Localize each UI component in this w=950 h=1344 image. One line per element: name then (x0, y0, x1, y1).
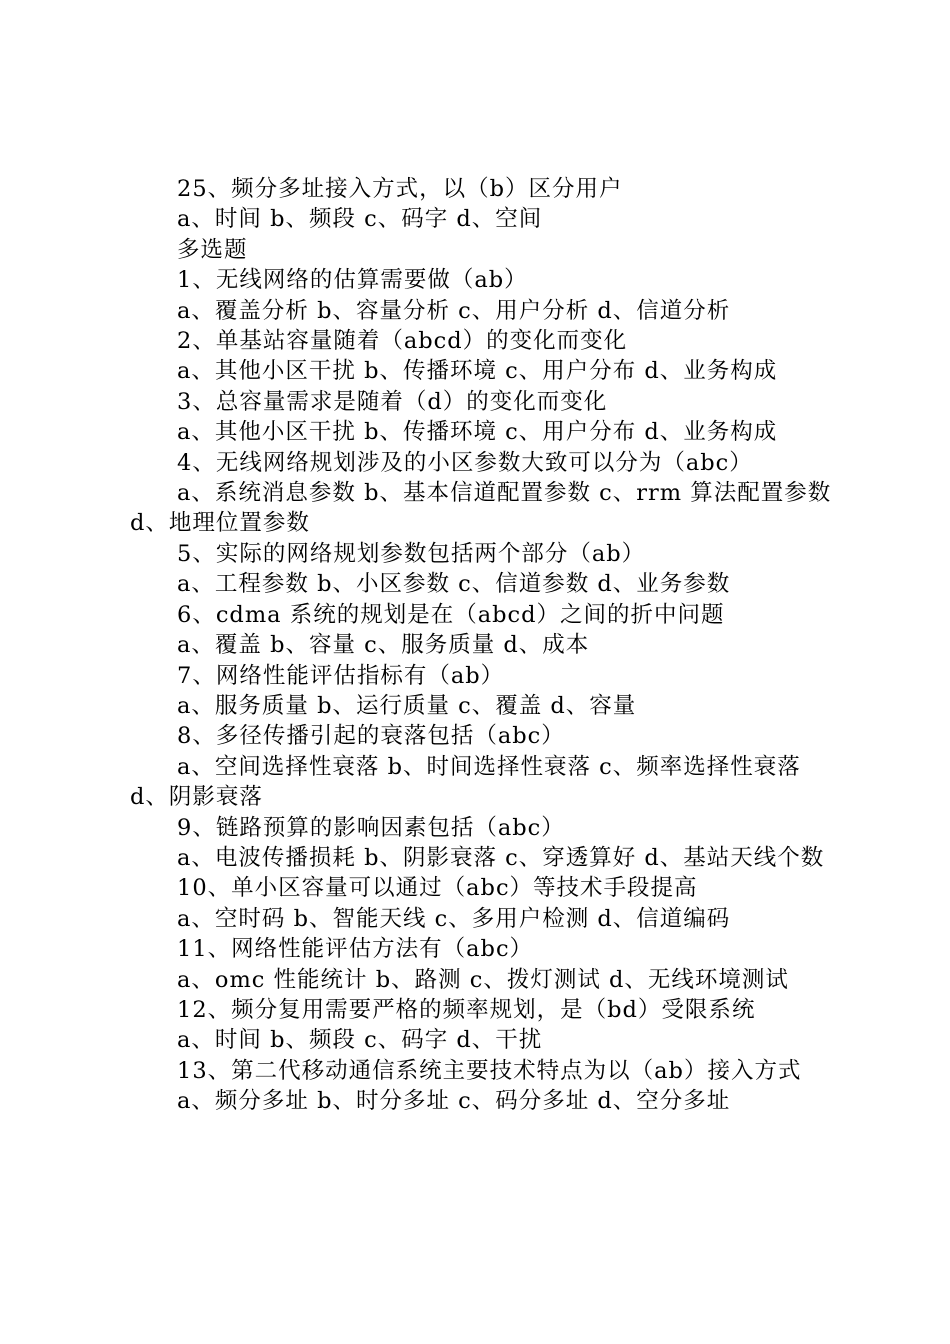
options-25: a、时间 b、频段 c、码字 d、空间 (177, 206, 543, 233)
options-2: a、其他小区干扰 b、传播环境 c、用户分布 d、业务构成 (177, 358, 778, 385)
question-7: 7、网络性能评估指标有（ab） (177, 662, 505, 689)
question-5: 5、实际的网络规划参数包括两个部分（ab） (177, 540, 646, 567)
question-13: 13、第二代移动通信系统主要技术特点为以（ab）接入方式 (177, 1057, 802, 1084)
options-9: a、电波传播损耗 b、阴影衰落 c、穿透算好 d、基站天线个数 (177, 844, 825, 871)
question-12: 12、频分复用需要严格的频率规划，是（bd）受限系统 (177, 996, 756, 1023)
options-8: a、空间选择性衰落 b、时间选择性衰落 c、频率选择性衰落 d、阴影衰落 (130, 753, 801, 811)
question-10: 10、单小区容量可以通过（abc）等技术手段提高 (177, 875, 698, 902)
question-9: 9、链路预算的影响因素包括（abc） (177, 814, 565, 841)
question-4: 4、无线网络规划涉及的小区参数大致可以分为（abc） (177, 449, 753, 476)
question-11: 11、网络性能评估方法有（abc） (177, 936, 534, 963)
options-5: a、工程参数 b、小区参数 c、信道参数 d、业务参数 (177, 571, 731, 598)
options-1: a、覆盖分析 b、容量分析 c、用户分析 d、信道分析 (177, 297, 731, 324)
section-heading: 多选题 (177, 236, 248, 263)
question-6: 6、cdma 系统的规划是在（abcd）之间的折中问题 (177, 601, 725, 628)
question-25: 25、频分多址接入方式，以（b）区分用户 (177, 176, 623, 202)
question-2: 2、单基站容量随着（abcd）的变化而变化 (177, 328, 628, 355)
document-body (130, 174, 835, 1117)
question-1: 1、无线网络的估算需要做（ab） (177, 267, 528, 294)
question-3: 3、总容量需求是随着（d）的变化而变化 (177, 388, 608, 415)
options-11: a、omc 性能统计 b、路测 c、拨灯测试 d、无线环境测试 (177, 966, 789, 993)
question-8: 8、多径传播引起的衰落包括（abc） (177, 723, 565, 750)
options-6: a、覆盖 b、容量 c、服务质量 d、成本 (177, 632, 590, 659)
options-10: a、空时码 b、智能天线 c、多用户检测 d、信道编码 (177, 905, 731, 932)
options-13: a、频分多址 b、时分多址 c、码分多址 d、空分多址 (177, 1088, 731, 1115)
options-7: a、服务质量 b、运行质量 c、覆盖 d、容量 (177, 692, 637, 719)
options-12: a、时间 b、频段 c、码字 d、干扰 (177, 1027, 543, 1054)
options-4: a、系统消息参数 b、基本信道配置参数 c、rrm 算法配置参数 d、地理位置参数 (130, 480, 832, 537)
options-3: a、其他小区干扰 b、传播环境 c、用户分布 d、业务构成 (177, 419, 778, 446)
